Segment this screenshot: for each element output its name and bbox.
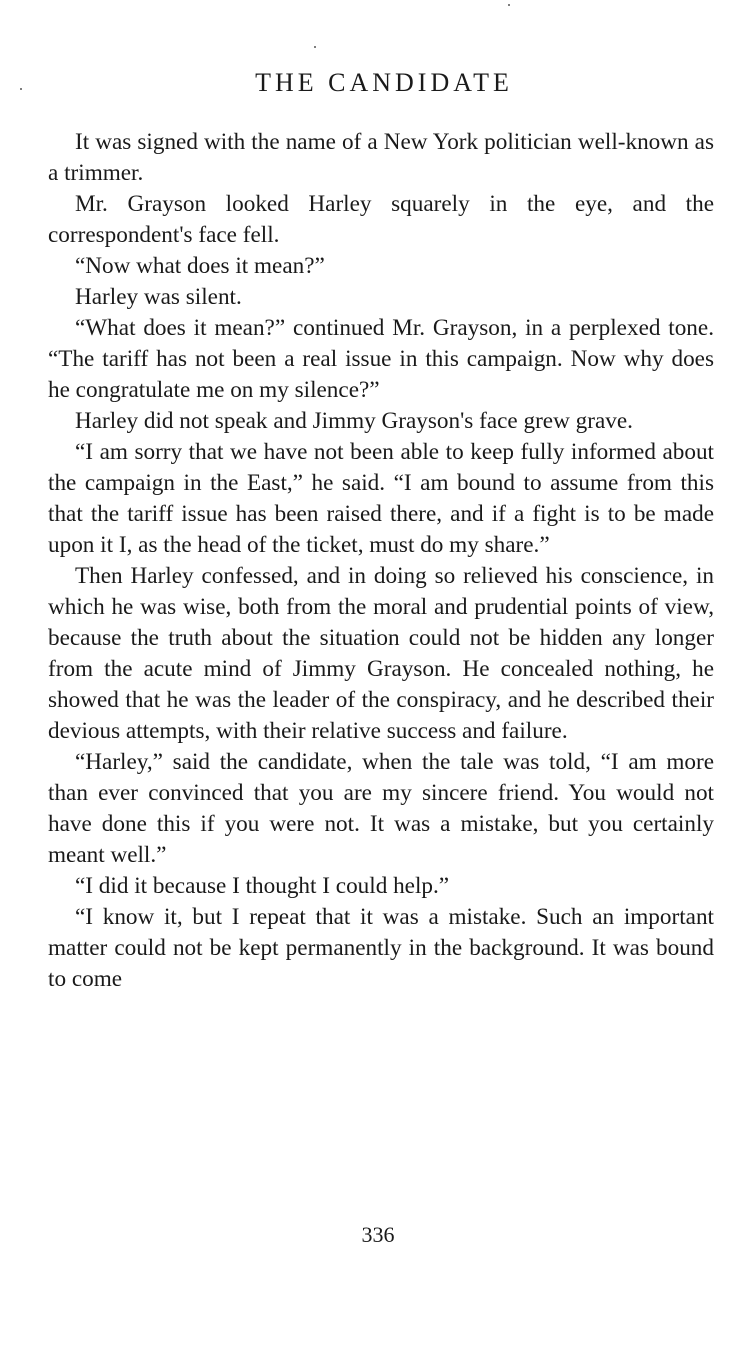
running-head: THE CANDIDATE xyxy=(255,68,513,97)
paragraph: “I am sorry that we have not been able to keep fully informed about the campaign in the East,” he said. “I am bound to assume from this that the tariff issue has been raised there, and if a fight is to be made upon it I, as the head of the ticket, must do my share.” xyxy=(48,439,714,558)
paragraph: Mr. Grayson looked Harley squarely in the eye, and the correspondent's face fell. xyxy=(48,191,714,248)
paragraph: Harley was silent. xyxy=(75,284,242,310)
print-speck xyxy=(508,4,510,6)
paragraph: “I know it, but I repeat that it was a mistake. Such an important matter could not be kept permanently in the background. It was bound to come xyxy=(48,904,714,992)
paragraph: “Now what does it mean?” xyxy=(75,253,325,279)
paragraph: Harley did not speak and Jimmy Grayson's face grew grave. xyxy=(75,408,633,434)
paragraph: “Harley,” said the candidate, when the tale was told, “I am more than ever convinced that you are my sincere friend. You would not have done this if you were not. It was a mistake, but you certainly meant well.” xyxy=(48,749,714,868)
paragraph: “What does it mean?” continued Mr. Grayson, in a perplexed tone. “The tariff has not been a real issue in this campaign. Now why does he congratulate me on my silence?” xyxy=(48,315,714,403)
print-speck xyxy=(314,46,316,48)
body-text xyxy=(48,127,714,995)
paragraph: Then Harley confessed, and in doing so relieved his conscience, in which he was wise, both from the moral and prudential points of view, because the truth about the situation could not be hidden any longer from the acute mind of Jimmy Grayson. He concealed nothing, he showed that he was the leader of the conspiracy, and he described their devious attempts, with their relative success and failure. xyxy=(48,563,714,744)
paragraph: “I did it because I thought I could help.” xyxy=(75,873,450,899)
page-number: 336 xyxy=(361,1222,395,1247)
paragraph: It was signed with the name of a New York politician well-known as a trimmer. xyxy=(48,129,714,186)
